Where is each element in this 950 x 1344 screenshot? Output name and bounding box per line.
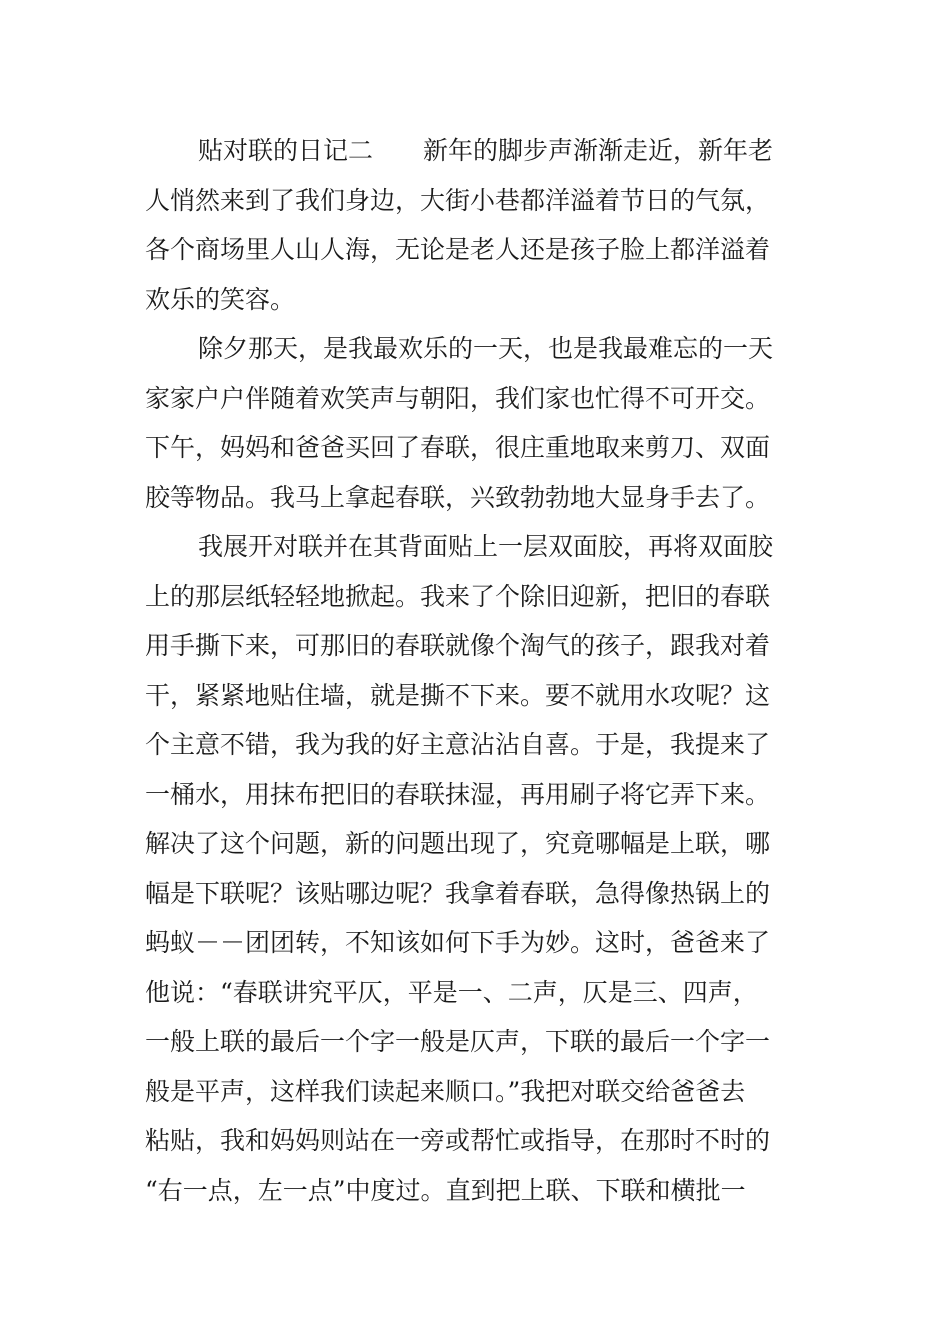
text-line: 下午，妈妈和爸爸买回了春联，很庄重地取来剪刀、双面 [145,433,771,462]
text-line: 用手撕下来，可那旧的春联就像个淘气的孩子，跟我对着 [145,631,771,660]
text-line: 粘贴，我和妈妈则站在一旁或帮忙或指导，在那时不时的 [145,1126,771,1155]
text-line: 除夕那天，是我最欢乐的一天，也是我最难忘的一天 [198,334,774,363]
text-line: 胶等物品。我马上拿起春联，兴致勃勃地大显身手去了。 [145,482,771,512]
text-line: 他说：“春联讲究平仄，平是一、二声，仄是三、四声， [145,977,758,1007]
diary-text [145,126,815,1215]
text-line: 欢乐的笑容。 [145,284,296,314]
text-line: “右一点，左一点”中度过。直到把上联、下联和横批一 [145,1175,746,1205]
text-line: 各个商场里人山人海，无论是老人还是孩子脸上都洋溢着 [145,235,771,264]
text-line: 般是平声，这样我们读起来顺口。”我把对联交给爸爸去 [145,1076,746,1106]
text-line: 一般上联的最后一个字一般是仄声，下联的最后一个字一 [145,1027,771,1056]
text-line: 幅是下联呢？该贴哪边呢？我拿着春联，急得像热锅上的 [145,878,771,908]
text-line: 一桶水，用抹布把旧的春联抹湿，再用刷子将它弄下来。 [145,779,771,809]
text-line: 蚂蚁－－团团转，不知该如何下手为妙。这时，爸爸来了 [145,928,771,957]
text-line: 家家户户伴随着欢笑声与朝阳，我们家也忙得不可开交。 [145,383,771,413]
text-line: 干，紧紧地贴住墙，就是撕不下来。要不就用水攻呢？这 [145,680,771,710]
text-line: 我展开对联并在其背面贴上一层双面胶，再将双面胶 [198,532,774,561]
text-line: 贴对联的日记二 新年的脚步声渐渐走近，新年老 [198,136,774,165]
text-line: 人悄然来到了我们身边，大街小巷都洋溢着节日的气氛， [145,185,771,215]
text-line: 解决了这个问题，新的问题出现了，究竟哪幅是上联，哪 [145,829,771,858]
text-line: 个主意不错，我为我的好主意沾沾自喜。于是，我提来了 [145,730,771,759]
text-line: 上的那层纸轻轻地掀起。我来了个除旧迎新，把旧的春联 [145,581,771,611]
